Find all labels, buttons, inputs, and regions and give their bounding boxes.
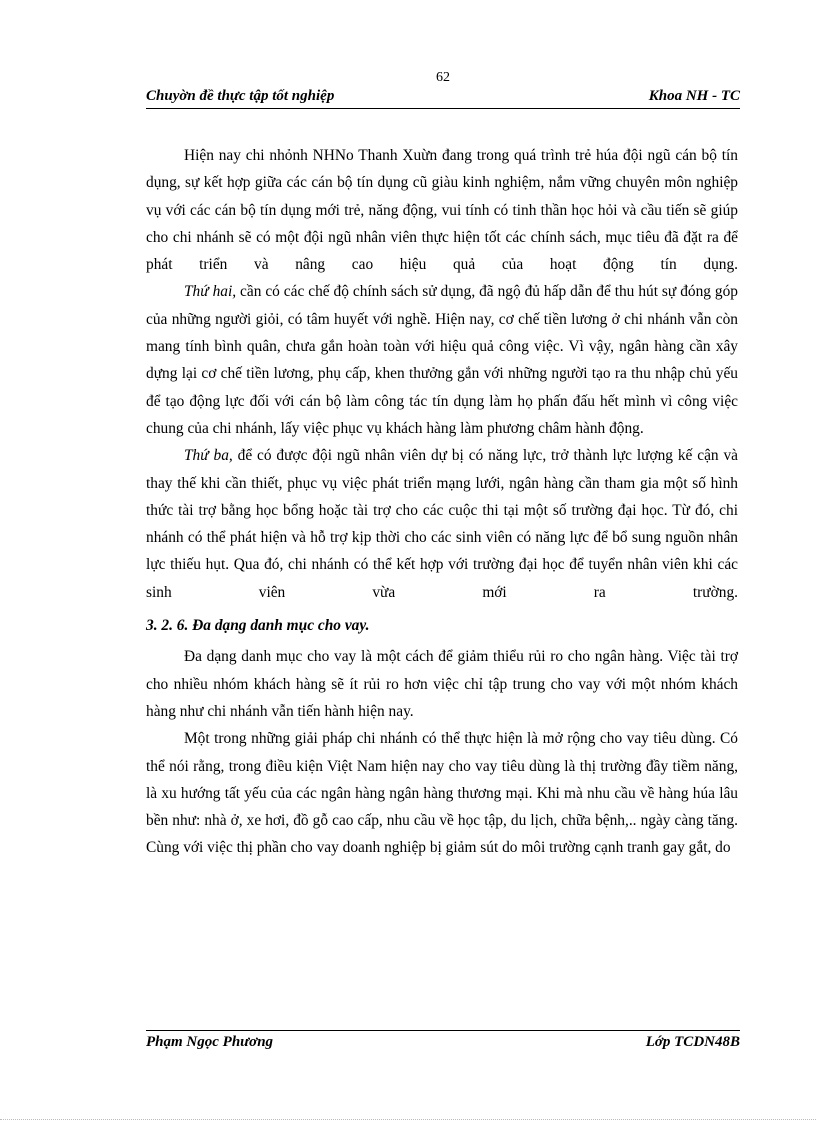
paragraph [146,442,738,606]
paragraph [146,725,738,861]
paragraph [146,278,738,442]
paragraph-text: cần có các chế độ chính sách sử dụng, đã ngộ đủ hấp dẫn để thu hút sự đóng góp của những người giỏi, có tâm huyết với nghề. Hiện nay, cơ chế tiền lương ở chi nhánh vẫn còn mang tính bình quân, chưa gắn hoàn toàn với hiệu quả công việc. Vì vậy, ngân hàng cần xây dựng lại cơ chế tiền lương, phụ cấp, khen thưởng gắn với những người tạo ra thu nhập chủ yếu để tạo động lực đối với cán bộ làm công tác tín dụng làm họ phấn đấu hết mình vì công việc chung của chi nhánh, lấy việc phục vụ khách hàng làm phương châm hành động. [146,283,738,437]
page-break-line [0,1119,816,1120]
paragraph-text: để có được đội ngũ nhân viên dự bị có năng lực, trở thành lực lượng kế cận và thay thế khi cần thiết, phục vụ việc phát triển mạng lưới, ngân hàng cần tham gia một số hình thức tài trợ bằng học bổng hoặc tài trợ cho các cuộc thi tại một số trường đại học. Từ đó, chi nhánh có thể phát hiện và hỗ trợ kịp thời cho các sinh viên có năng lực để bổ sung nguồn nhân lực thiếu hụt. Qua đó, chi nhánh có thể kết hợp với trường đại học để tuyển nhân viên khi các sinh viên vừa mới ra trường. [146,447,738,601]
page-footer [146,1030,740,1059]
page-number: 62 [436,70,450,85]
paragraph [146,142,738,278]
paragraph-text: Một trong những giải pháp chi nhánh có thể thực hiện là mở rộng cho vay tiêu dùng. Có thể nói rằng, trong điều kiện Việt Nam hiện nay cho vay tiêu dùng là thị trường đầy tiềm năng, là xu hướng tất yếu của các ngân hàng ngân hàng thương mại. Khi mà nhu cầu về hàng húa lâu bền như: nhà ở, xe hơi, đồ gỗ cao cấp, nhu cầu về học tập, du lịch, chữa bệnh,.. ngày càng tăng. Cùng với việc thị phần cho vay doanh nghiệp bị giảm sút do môi trường cạnh tranh gay gắt, do [146,730,738,857]
paragraph-lead: Thứ hai, [184,283,237,301]
footer-class: Lớp TCDN48B [645,1034,740,1050]
footer-author: Phạm Ngọc Phương [146,1034,274,1050]
paragraph-lead: Thứ ba, [184,447,233,465]
paragraph [146,643,738,725]
header-department: Khoa NH - TC [648,88,740,104]
page-header [146,88,740,109]
paragraph-text: Hiện nay chi nhỏnh NHNo Thanh Xuừn đang trong quá trình trẻ húa đội ngũ cán bộ tín dụng, sự kết hợp giữa các cán bộ tín dụng cũ giàu kinh nghiệm, nắm vững chuyên môn nghiệp vụ với các cán bộ tín dụng mới trẻ, năng động, vui tính có tinh thần học hỏi và cầu tiến sẽ giúp cho chi nhánh sẽ có một đội ngũ nhân viên thực hiện tốt các chính sách, mục tiêu đã đặt ra để phát triển và nâng cao hiệu quả của hoạt động tín dụng. [146,147,738,274]
section-heading: 3. 2. 6. Đa dạng danh mục cho vay. [146,617,370,635]
document-body [146,142,738,862]
paragraph-text: Đa dạng danh mục cho vay là một cách để giảm thiểu rủi ro cho ngân hàng. Việc tài trợ cho nhiều nhóm khách hàng sẽ ít rủi ro hơn việc chỉ tập trung cho vay với một nhóm khách hàng như chi nhánh vẫn tiến hành hiện nay. [146,648,738,720]
header-title: Chuyờn đề thực tập tốt nghiệp [146,88,335,104]
